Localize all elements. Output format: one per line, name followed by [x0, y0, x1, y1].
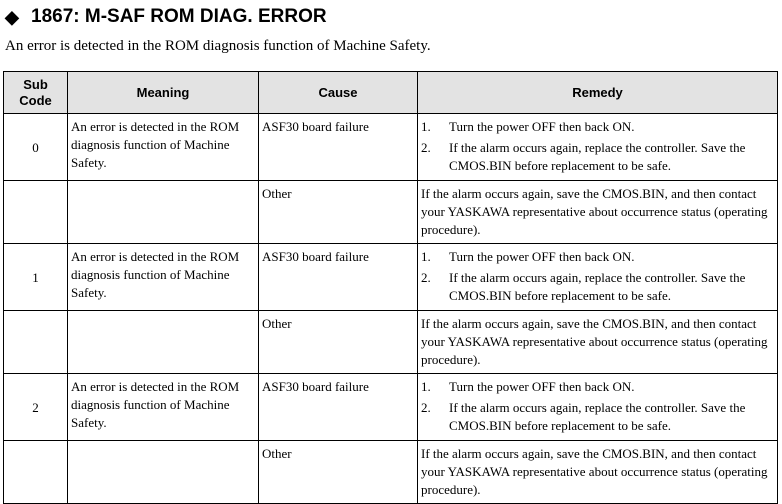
remedy-step	[421, 118, 774, 136]
step-number: 2.	[421, 270, 431, 285]
alarm-heading	[5, 3, 327, 31]
meaning-cell: An error is detected in the ROM diagnosis function of Machine Safety.	[68, 244, 259, 311]
step-text: Turn the power OFF then back ON.	[449, 119, 635, 134]
alarm-table	[3, 71, 778, 504]
sub-code-cell: 0	[4, 114, 68, 181]
cause-cell: Other	[259, 181, 418, 244]
step-number: 1.	[421, 379, 431, 394]
cause-cell: Other	[259, 311, 418, 374]
step-number: 1.	[421, 119, 431, 134]
cause-cell: Other	[259, 441, 418, 504]
step-text: Turn the power OFF then back ON.	[449, 249, 635, 264]
header-sub-code: Sub Code	[4, 72, 68, 114]
step-number: 2.	[421, 400, 431, 415]
step-text: If the alarm occurs again, replace the controller. Save the CMOS.BIN before replacement to be safe.	[449, 270, 746, 303]
empty-cell	[68, 311, 259, 374]
remedy-cell	[418, 244, 778, 311]
remedy-step	[421, 269, 774, 305]
empty-cell	[4, 311, 68, 374]
table-row	[4, 311, 778, 374]
cause-cell: ASF30 board failure	[259, 374, 418, 441]
remedy-cell	[418, 374, 778, 441]
empty-cell	[4, 181, 68, 244]
remedy-cell	[418, 114, 778, 181]
step-text: If the alarm occurs again, replace the controller. Save the CMOS.BIN before replacement to be safe.	[449, 400, 746, 433]
remedy-cell: If the alarm occurs again, save the CMOS.BIN, and then contact your YASKAWA representative about occurrence status (operating procedure).	[418, 181, 778, 244]
remedy-step	[421, 248, 774, 266]
table-row	[4, 114, 778, 181]
empty-cell	[4, 441, 68, 504]
header-cause: Cause	[259, 72, 418, 114]
alarm-description: An error is detected in the ROM diagnosis function of Machine Safety.	[5, 38, 431, 54]
remedy-steps	[421, 378, 774, 435]
remedy-cell: If the alarm occurs again, save the CMOS.BIN, and then contact your YASKAWA representative about occurrence status (operating procedure).	[418, 311, 778, 374]
step-number: 2.	[421, 140, 431, 155]
remedy-step	[421, 139, 774, 175]
cause-cell: ASF30 board failure	[259, 114, 418, 181]
sub-code-cell: 1	[4, 244, 68, 311]
sub-code-cell: 2	[4, 374, 68, 441]
meaning-cell: An error is detected in the ROM diagnosis function of Machine Safety.	[68, 374, 259, 441]
header-meaning: Meaning	[68, 72, 259, 114]
meaning-cell: An error is detected in the ROM diagnosis function of Machine Safety.	[68, 114, 259, 181]
empty-cell	[68, 181, 259, 244]
header-remedy: Remedy	[418, 72, 778, 114]
remedy-steps	[421, 118, 774, 175]
table-row	[4, 374, 778, 441]
remedy-step	[421, 378, 774, 396]
cause-cell: ASF30 board failure	[259, 244, 418, 311]
empty-cell	[68, 441, 259, 504]
alarm-title: 1867: M-SAF ROM DIAG. ERROR	[31, 6, 327, 27]
step-text: Turn the power OFF then back ON.	[449, 379, 635, 394]
step-number: 1.	[421, 249, 431, 264]
table-row	[4, 244, 778, 311]
table-row	[4, 181, 778, 244]
diamond-bullet-icon: ◆	[5, 6, 19, 27]
remedy-step	[421, 399, 774, 435]
remedy-cell: If the alarm occurs again, save the CMOS.BIN, and then contact your YASKAWA representative about occurrence status (operating procedure).	[418, 441, 778, 504]
remedy-steps	[421, 248, 774, 305]
table-row	[4, 441, 778, 504]
step-text: If the alarm occurs again, replace the controller. Save the CMOS.BIN before replacement to be safe.	[449, 140, 746, 173]
